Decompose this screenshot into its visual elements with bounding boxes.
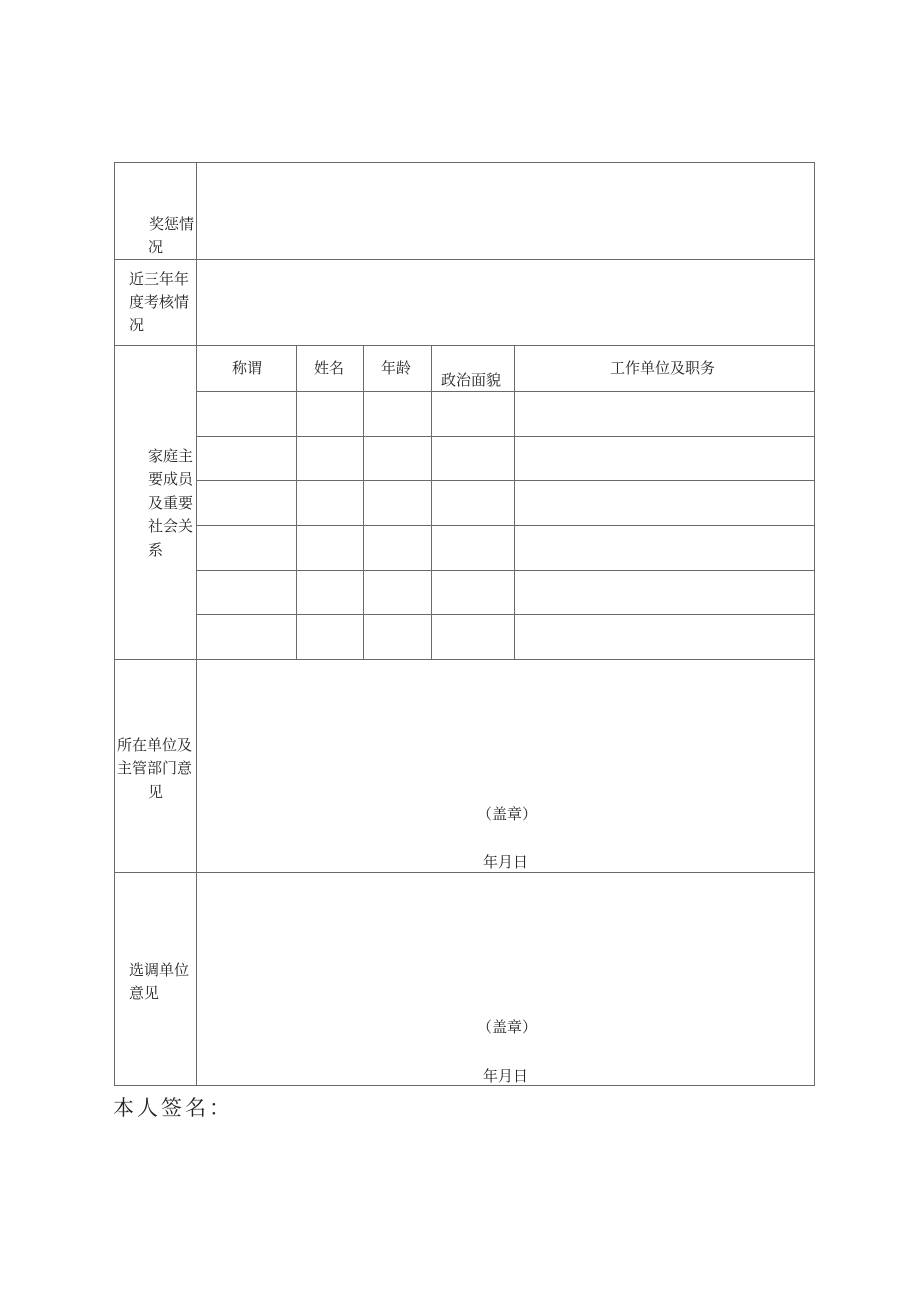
family-label-line3: 及重要 — [148, 494, 194, 512]
family-row-divider — [197, 570, 814, 571]
rewards-label-cell — [115, 163, 197, 259]
family-row-divider — [197, 614, 814, 615]
unit-opinion-row — [115, 660, 814, 873]
selection-seal-label: （盖章） — [477, 1018, 538, 1036]
selection-opinion-label-line2: 意见 — [129, 984, 160, 1002]
family-row — [115, 346, 814, 660]
column-header-age: 年龄 — [381, 359, 412, 377]
unit-opinion-label-line3: 见 — [148, 783, 164, 801]
selection-opinion-content-field[interactable] — [197, 873, 814, 1085]
unit-opinion-label-line1: 所在单位及 — [117, 736, 193, 754]
family-members-table — [197, 346, 814, 659]
family-row-divider — [197, 525, 814, 526]
column-header-political-status: 政治面貌 — [441, 371, 502, 389]
rewards-row — [115, 163, 814, 260]
assessment-label-line1: 近三年年 — [129, 270, 190, 288]
assessment-label-line3: 况 — [129, 316, 145, 334]
unit-date-label: 年月日 — [483, 853, 529, 871]
family-row-divider — [197, 436, 814, 437]
family-col-divider — [296, 346, 297, 659]
assessment-label-cell — [115, 260, 197, 345]
application-form-table — [114, 162, 815, 1086]
family-row-divider — [197, 480, 814, 481]
selection-date-label: 年月日 — [483, 1067, 529, 1085]
unit-opinion-content-field[interactable] — [197, 660, 814, 872]
family-label-cell — [115, 346, 197, 659]
rewards-content-field[interactable] — [197, 163, 814, 259]
unit-opinion-label-cell — [115, 660, 197, 872]
family-label-line2: 要成员 — [148, 470, 194, 488]
rewards-label-line1: 奖惩情 — [149, 215, 195, 233]
assessment-label-line2: 度考核情 — [129, 293, 190, 311]
unit-seal-label: （盖章） — [477, 805, 538, 823]
assessment-content-field[interactable] — [197, 260, 814, 345]
column-header-workplace-position: 工作单位及职务 — [610, 359, 716, 377]
family-label-line1: 家庭主 — [148, 447, 194, 465]
family-row-divider — [197, 391, 814, 392]
selection-opinion-label-line1: 选调单位 — [129, 961, 190, 979]
family-label-line4: 社会关 — [148, 517, 194, 535]
family-label-line5: 系 — [148, 541, 164, 559]
column-header-relation: 称谓 — [232, 359, 263, 377]
signature-label: 本人签名： — [113, 1096, 233, 1120]
column-header-name: 姓名 — [314, 359, 345, 377]
assessment-row — [115, 260, 814, 346]
family-col-divider — [431, 346, 432, 659]
family-col-divider — [514, 346, 515, 659]
family-col-divider — [363, 346, 364, 659]
rewards-label-line2: 况 — [148, 238, 164, 256]
unit-opinion-label-line2: 主管部门意 — [117, 759, 193, 777]
selection-opinion-label-cell — [115, 873, 197, 1085]
selection-opinion-row — [115, 873, 814, 1085]
family-grid — [197, 346, 814, 659]
